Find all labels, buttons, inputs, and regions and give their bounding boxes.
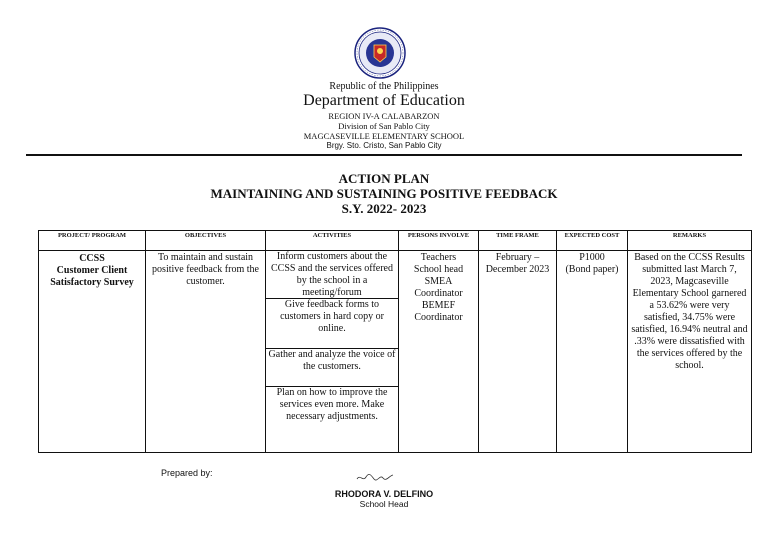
person-line: Coordinator xyxy=(414,288,463,299)
remarks-cell: Based on the CCSS Results submitted last March 7, 2023, Magcaseville Elementary School garnered a 53.62% were very satisfied, 34.75% were satisfied, 16.94% neutral and .33% were dissatisfied with the services offered by the school. xyxy=(628,251,752,453)
signature-icon xyxy=(355,470,395,484)
signer-name: RHODORA V. DELFINO xyxy=(334,489,434,499)
person-line: School head xyxy=(413,264,464,275)
person-line: Coordinator xyxy=(414,312,463,323)
program-cell xyxy=(39,251,146,453)
republic-line: Republic of the Philippines xyxy=(329,81,439,92)
person-line: Teachers xyxy=(420,252,457,263)
table-row xyxy=(39,251,752,453)
cost-note: (Bond paper) xyxy=(565,264,619,275)
person-line: SMEA xyxy=(424,276,453,287)
prepared-by-label: Prepared by: xyxy=(161,468,213,478)
col-header-cost: EXPECTED COST xyxy=(557,231,628,251)
persons-cell xyxy=(399,251,479,453)
deped-seal-icon xyxy=(354,27,406,79)
division-line: Division of San Pablo City xyxy=(338,121,430,131)
table-header-row xyxy=(39,231,752,251)
department-name: Department of Education xyxy=(303,92,465,109)
doc-subtitle: MAINTAINING AND SUSTAINING POSITIVE FEEDBACK xyxy=(210,186,558,201)
cost-cell xyxy=(557,251,628,453)
col-header-objectives: OBJECTIVES xyxy=(146,231,266,251)
school-year: S.Y. 2022- 2023 xyxy=(341,201,427,216)
activities-cell xyxy=(266,251,399,453)
col-header-time-frame: TIME FRAME xyxy=(479,231,557,251)
program-title: CCSS xyxy=(79,253,105,264)
col-header-activities: ACTIVITIES xyxy=(266,231,399,251)
col-header-persons: PERSONS INVOLVE xyxy=(399,231,479,251)
signer-title: School Head xyxy=(359,499,409,509)
header-divider xyxy=(26,154,742,156)
activity-item: Gather and analyze the voice of the customers. xyxy=(266,349,398,387)
doc-title: ACTION PLAN xyxy=(338,171,430,186)
person-line: BEMEF xyxy=(421,300,456,311)
school-address: Brgy. Sto. Cristo, San Pablo City xyxy=(326,141,442,150)
program-subtitle: Customer Client Satisfactory Survey xyxy=(50,265,134,288)
activity-item: Inform customers about the CCSS and the services offered by the school in a meeting/forum xyxy=(266,251,398,299)
region-line: REGION IV-A CALABARZON xyxy=(328,111,440,121)
objectives-cell: To maintain and sustain positive feedback from the customer. xyxy=(146,251,266,453)
activity-item: Give feedback forms to customers in hard copy or online. xyxy=(266,299,398,349)
col-header-remarks: REMARKS xyxy=(628,231,752,251)
action-plan-table xyxy=(38,230,752,453)
time-frame-cell: February – December 2023 xyxy=(479,251,557,453)
cost-amount: P1000 xyxy=(579,252,605,263)
activity-item: Plan on how to improve the services even more. Make necessary adjustments. xyxy=(276,387,388,422)
col-header-program: PROJECT/ PROGRAM xyxy=(39,231,146,251)
school-name: MAGCASEVILLE ELEMENTARY SCHOOL xyxy=(303,131,465,141)
